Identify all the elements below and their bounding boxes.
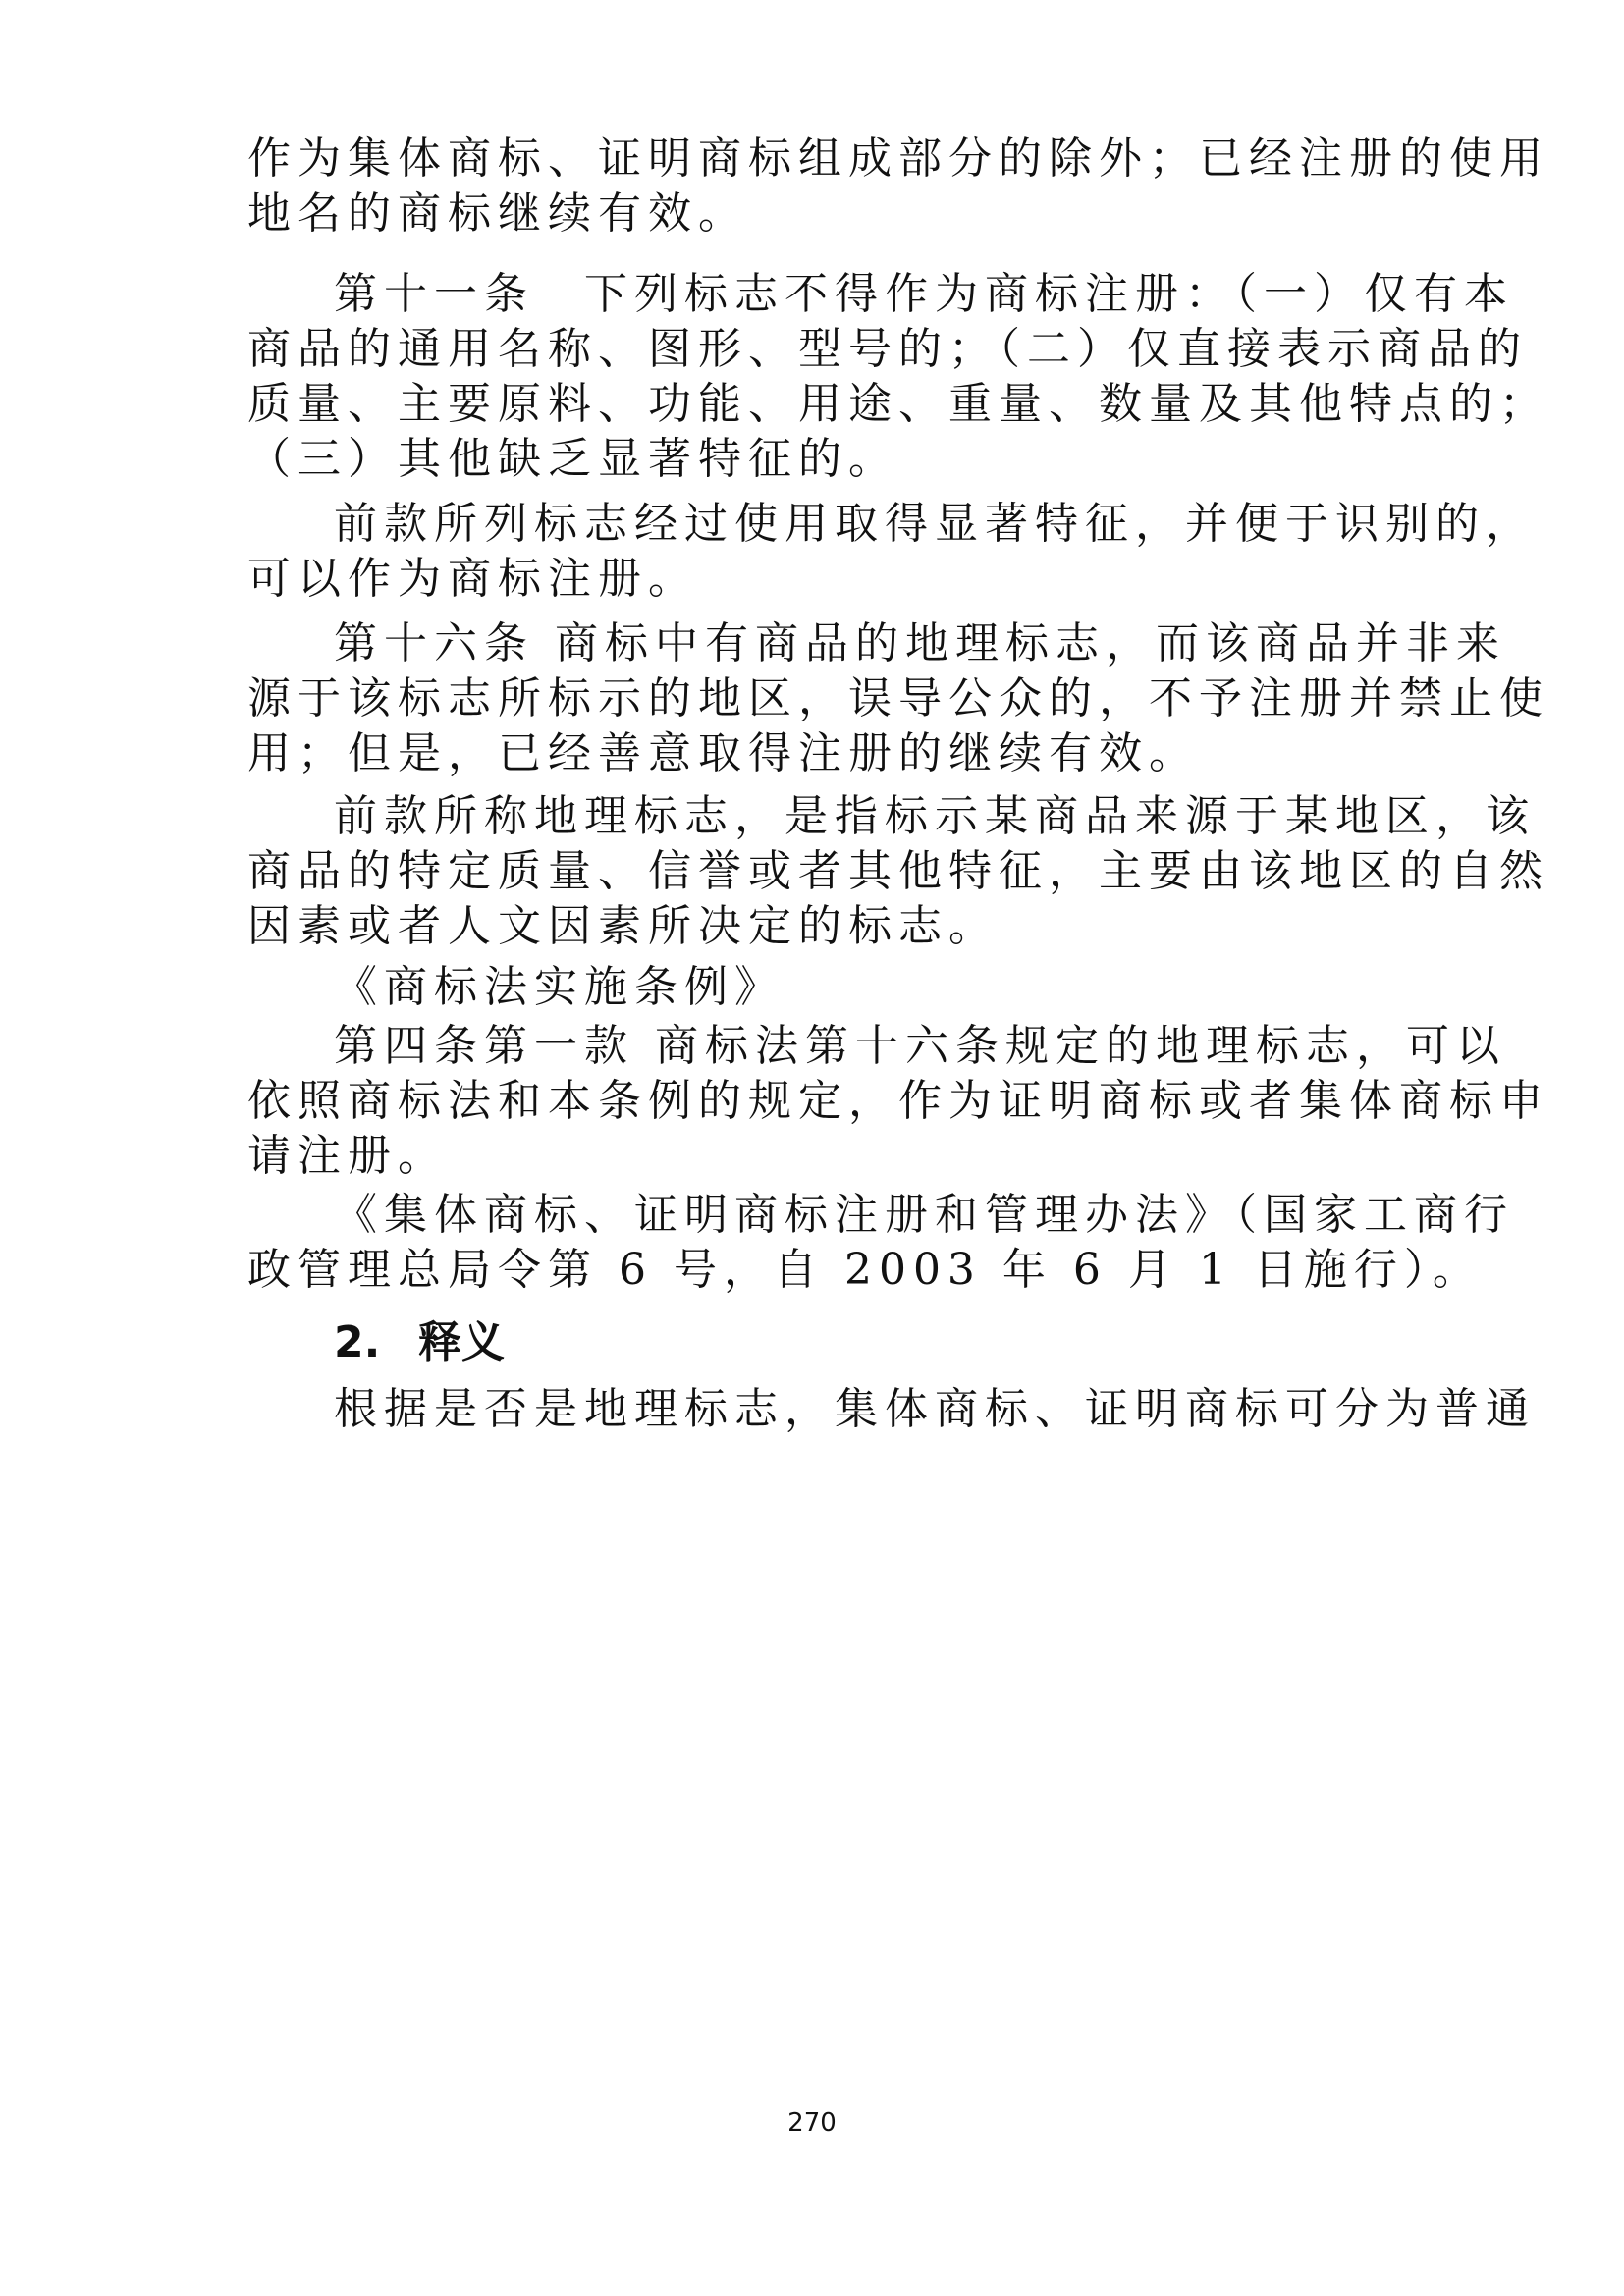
article-11-line: 第十一条 下列标志不得作为商标注册：（一）仅有本 (334, 269, 1514, 319)
text-line: 商品的特定质量、信誉或者其他特征，主要由该地区的自然 (247, 846, 1549, 896)
text-line: 请注册。 (247, 1131, 448, 1181)
text-line: （三）其他缺乏显著特征的。 (247, 434, 898, 484)
section-number: 2. (334, 1317, 381, 1367)
text-line: 前款所称地理标志，是指标示某商品来源于某地区，该 (334, 791, 1536, 841)
text-line: 作为集体商标、证明商标组成部分的除外；已经注册的使用 (247, 133, 1549, 184)
page-number: 270 (787, 2109, 837, 2138)
article-4-line: 第四条第一款 商标法第十六条规定的地理标志，可以 (334, 1021, 1506, 1071)
text-line: 依照商标法和本条例的规定，作为证明商标或者集体商标申 (247, 1076, 1549, 1126)
section-heading (334, 1317, 505, 1367)
text-line: 地名的商标继续有效。 (247, 188, 748, 239)
text-line: 用；但是，已经善意取得注册的继续有效。 (247, 728, 1199, 778)
measures-title-line: 《集体商标、证明商标注册和管理办法》（国家工商行 (334, 1190, 1514, 1240)
text-line: 源于该标志所标示的地区，误导公众的，不予注册并禁止使 (247, 673, 1549, 723)
text-line: 因素或者人文因素所决定的标志。 (247, 901, 999, 951)
text-line: 可以作为商标注册。 (247, 554, 698, 604)
text-line: 根据是否是地理标志，集体商标、证明商标可分为普通 (334, 1384, 1536, 1434)
section-title: 释义 (418, 1317, 505, 1367)
text-line: 质量、主要原料、功能、用途、重量、数量及其他特点的； (247, 379, 1549, 429)
text-line: 商品的通用名称、图形、型号的；（二）仅直接表示商品的 (247, 324, 1528, 374)
text-line: 政管理总局令第 6 号，自 2003 年 6 月 1 日施行）。 (247, 1245, 1483, 1295)
text-line: 前款所列标志经过使用取得显著特征，并便于识别的， (334, 499, 1536, 549)
article-16-line: 第十六条 商标中有商品的地理标志，而该商品并非来 (334, 618, 1506, 668)
regulation-title: 《商标法实施条例》 (334, 962, 785, 1012)
